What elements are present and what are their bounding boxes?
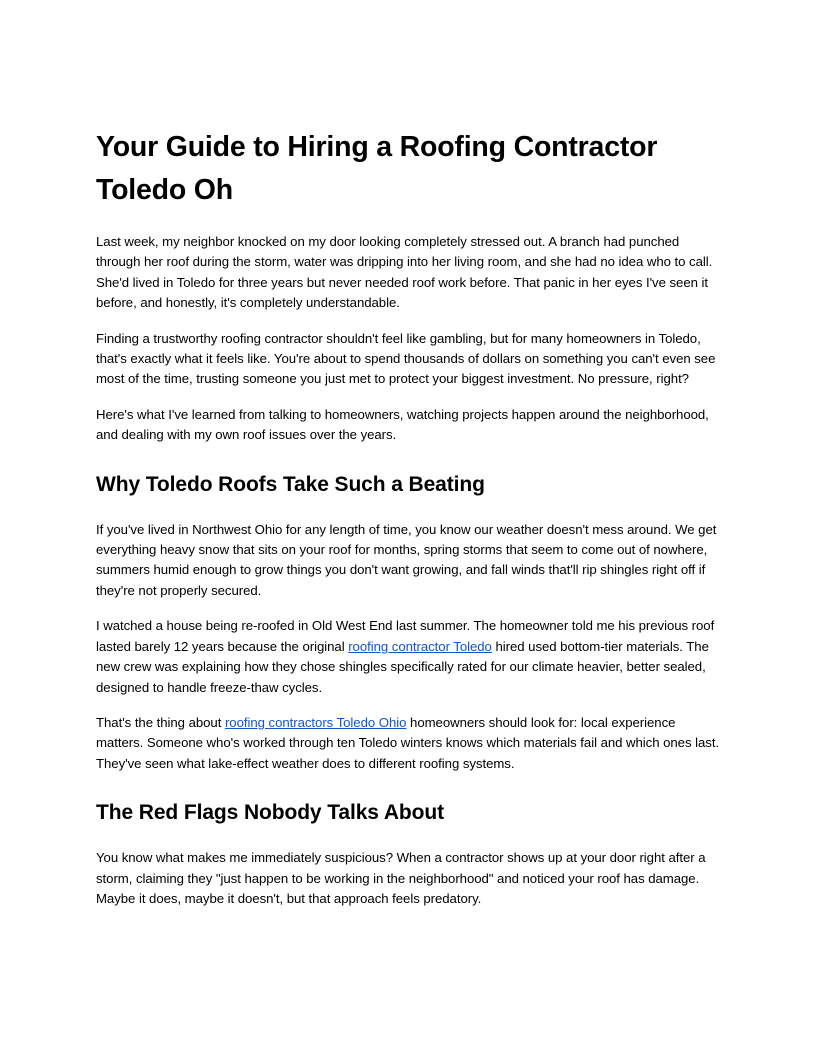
section1-paragraph-2 — [96, 616, 720, 698]
intro-paragraph-1: Last week, my neighbor knocked on my door looking completely stressed out. A branch had punched through her roof during the storm, water was dripping into her living room, and she had no idea who to call. She'd lived in Toledo for three years but never needed roof work before. That panic in her eyes I've seen it before, and honestly, it's completely understandable. — [96, 234, 713, 311]
section1-paragraph-2-text-after: hired used bottom-tier materials. The new crew was explaining how they chose shingles specifically rated for our climate heavier, better sealed, designed to handle freeze-thaw cycles. — [96, 638, 709, 695]
roofing-contractors-toledo-ohio-link[interactable]: roofing contractors Toledo Ohio — [224, 714, 407, 730]
section1-paragraph-3-text-after: homeowners should look for: local experience matters. Someone who's worked through ten Toledo winters knows which materials fail and which ones last. They've seen what lake-effect weather does to different roofing systems. — [96, 714, 720, 771]
document-page — [96, 126, 720, 924]
section1-paragraph-3 — [96, 713, 720, 774]
page-title: Your Guide to Hiring a Roofing Contractor Toledo Oh — [96, 131, 658, 206]
section2-paragraph-1: You know what makes me immediately suspicious? When a contractor shows up at your door right after a storm, claiming they "just happen to be working in the neighborhood" and noticed your roof has damage. Maybe it does, maybe it doesn't, but that approach feels predatory. — [96, 850, 706, 906]
section-heading-toledo-roofs: Why Toledo Roofs Take Such a Beating — [96, 472, 485, 496]
section-heading-red-flags: The Red Flags Nobody Talks About — [96, 801, 444, 825]
intro-paragraph-3: Here's what I've learned from talking to homeowners, watching projects happen around the neighborhood, and dealing with my own roof issues over the years. — [96, 406, 709, 443]
section1-paragraph-3-text-before: That's the thing about — [96, 714, 225, 730]
intro-paragraph-2: Finding a trustworthy roofing contractor shouldn't feel like gambling, but for many homeowners in Toledo, that's exactly what it feels like. You're about to spend thousands of dollars on something you can't even see most of the time, trusting someone you just met to protect your biggest investment. No pressure, right? — [96, 330, 716, 387]
roofing-contractor-toledo-link[interactable]: roofing contractor Toledo — [348, 638, 492, 654]
section1-paragraph-2-text-before: I watched a house being re-roofed in Old West End last summer. The homeowner told me his previous roof lasted barely 12 years because the original — [96, 618, 715, 654]
section1-paragraph-1: If you've lived in Northwest Ohio for any length of time, you know our weather doesn't mess around. We get everything heavy snow that sits on your roof for months, spring storms that seem to come out of nowhere, summers humid enough to grow things you don't want growing, and fall winds that'll rip shingles right off if they're not properly secured. — [96, 521, 717, 598]
